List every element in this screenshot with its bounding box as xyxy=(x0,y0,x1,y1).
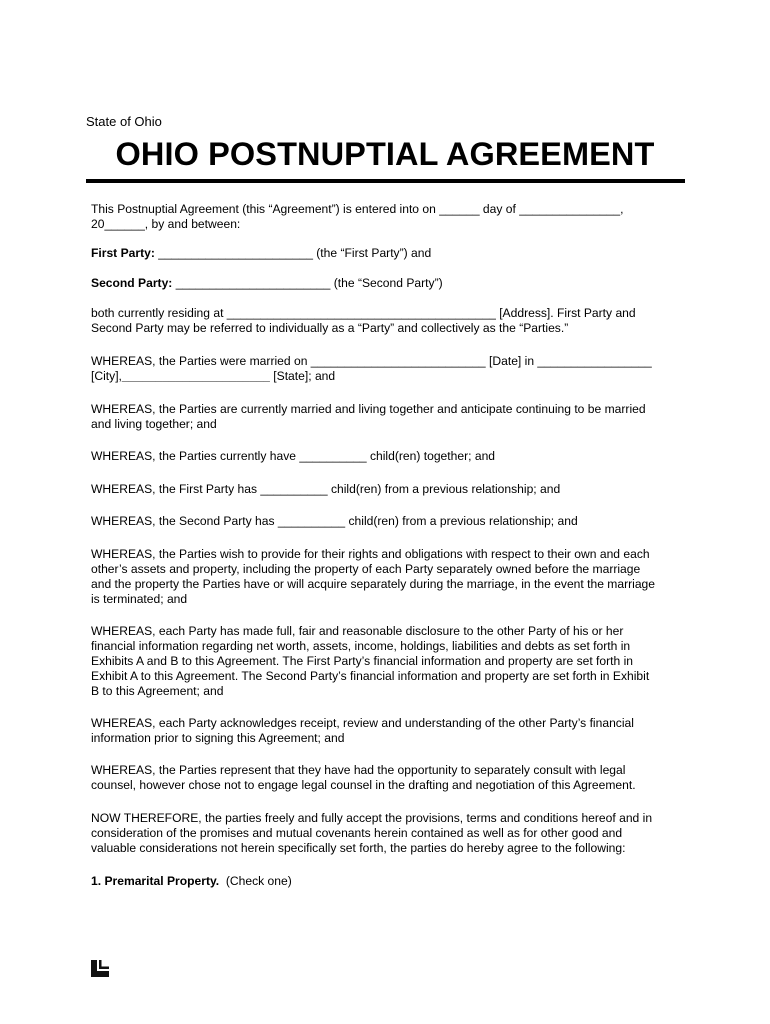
rights-line: other’s assets and property, including the property of each Party separately owned before the marriage xyxy=(91,562,641,576)
acknowledges-line: information prior to signing this Agreement; and xyxy=(91,731,345,745)
disclosure-line: financial information regarding net worth, assets, income, holdings, liabilities and debts as set forth in xyxy=(91,639,631,653)
married-on-paragraph xyxy=(91,354,681,384)
second-party-line xyxy=(91,276,681,291)
rights-line: and the property the Parties have or will acquire separately during the marriage, in the event the marriage xyxy=(91,577,656,591)
now-therefore-line: NOW THEREFORE, the parties freely and fully accept the provisions, terms and conditions hereof and in xyxy=(91,811,653,825)
residing-paragraph xyxy=(91,306,681,336)
currently-married-paragraph xyxy=(91,402,681,432)
currently-married-line: and living together; and xyxy=(91,417,217,431)
legal-templates-logo-icon xyxy=(91,960,109,977)
rights-paragraph xyxy=(91,547,681,607)
residing-line: Second Party may be referred to individually as a “Party” and collectively as the “Parties.” xyxy=(91,321,569,335)
residing-line: both currently residing at ________________________________________ [Address]. First Party and xyxy=(91,306,636,320)
counsel-line: counsel, however chose not to engage legal counsel in the drafting and negotiation of this Agreement. xyxy=(91,778,636,792)
now-therefore-line: consideration of the promises and mutual covenants herein contained as well as for other good and xyxy=(91,826,623,840)
section-1-heading xyxy=(91,874,681,889)
disclosure-line: Exhibits A and B to this Agreement. The First Party’s financial information and property are set forth in xyxy=(91,654,634,668)
city-label: [City], xyxy=(91,369,122,383)
disclosure-line: Exhibit A to this Agreement. The Second Party’s financial information and property are set forth in Exhibit xyxy=(91,669,650,683)
acknowledges-line: WHEREAS, each Party acknowledges receipt, review and understanding of the other Party’s financial xyxy=(91,716,634,730)
section-1-note: (Check one) xyxy=(219,874,292,888)
disclosure-line: WHEREAS, each Party has made full, fair and reasonable disclosure to the other Party of his or her xyxy=(91,624,624,638)
children-together-paragraph: WHEREAS, the Parties currently have __________ child(ren) together; and xyxy=(91,449,496,463)
second-party-text: _______________________ (the “Second Party”) xyxy=(172,276,443,290)
counsel-line: WHEREAS, the Parties represent that they have had the opportunity to separately consult with legal xyxy=(91,763,626,777)
first-party-line xyxy=(91,246,681,261)
intro-paragraph xyxy=(91,202,681,232)
now-therefore-paragraph xyxy=(91,811,681,856)
document-title: OHIO POSTNUPTIAL AGREEMENT xyxy=(115,136,655,172)
second-party-label: Second Party: xyxy=(91,276,173,290)
state-label-suffix: [State]; and xyxy=(269,369,336,383)
section-1-title: 1. Premarital Property. xyxy=(91,874,220,888)
state-label: State of Ohio xyxy=(86,114,162,129)
married-on-line: WHEREAS, the Parties were married on __________________________ [Date] in _________________ xyxy=(91,354,652,368)
married-on-line xyxy=(91,369,681,384)
second-party-children-paragraph: WHEREAS, the Second Party has __________ child(ren) from a previous relationship; and xyxy=(91,514,578,528)
acknowledges-paragraph xyxy=(91,716,681,746)
counsel-paragraph xyxy=(91,763,681,793)
first-party-label: First Party: xyxy=(91,246,155,260)
state-blank: ______________________ xyxy=(121,369,270,383)
now-therefore-line: valuable considerations not herein specifically set forth, the parties do hereby agree to the following: xyxy=(91,841,626,855)
currently-married-line: WHEREAS, the Parties are currently married and living together and anticipate continuing to be married xyxy=(91,402,646,416)
intro-line: 20______, by and between: xyxy=(91,217,241,231)
title-divider xyxy=(86,179,685,183)
rights-line: WHEREAS, the Parties wish to provide for their rights and obligations with respect to their own and each xyxy=(91,547,650,561)
rights-line: is terminated; and xyxy=(91,592,188,606)
first-party-text: _______________________ (the “First Party”) and xyxy=(154,246,432,260)
disclosure-paragraph xyxy=(91,624,681,699)
first-party-children-paragraph: WHEREAS, the First Party has __________ child(ren) from a previous relationship; and xyxy=(91,482,561,496)
intro-line: This Postnuptial Agreement (this “Agreement”) is entered into on ______ day of _______________, xyxy=(91,202,624,216)
disclosure-line: B to this Agreement; and xyxy=(91,684,224,698)
